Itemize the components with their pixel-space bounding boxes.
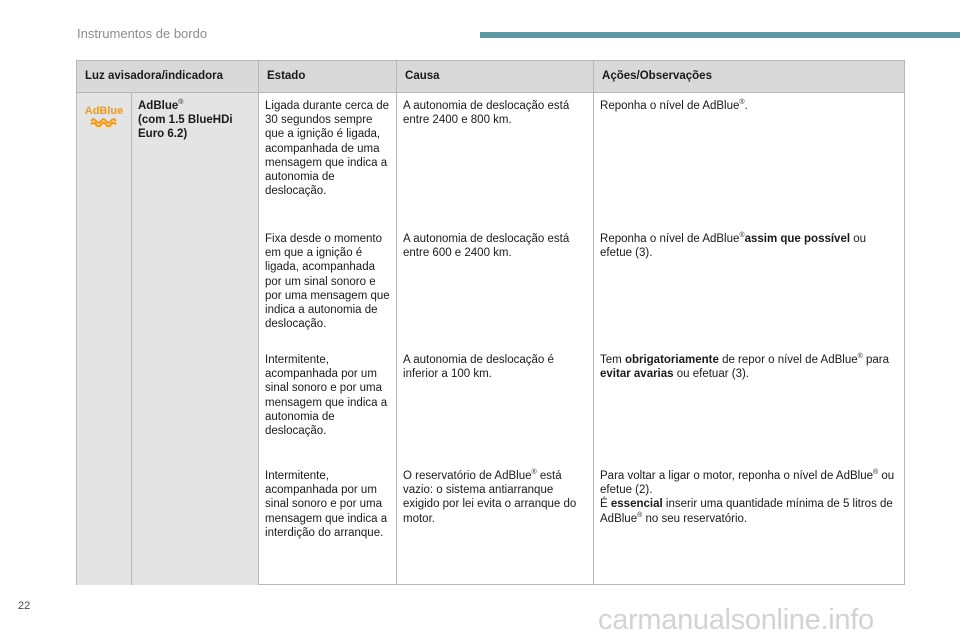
- column-header-acoes: Ações/Observações: [594, 61, 905, 93]
- section-title: Instrumentos de bordo: [77, 26, 208, 41]
- causa-cell: A autonomia de deslocação é inferior a 100 km.: [397, 347, 594, 463]
- causa-cell: A autonomia de deslocação está entre 600 e 2400 km.: [397, 226, 594, 347]
- estado-cell: Intermitente, acompanhada por um sinal sonoro e por uma mensagem que indica a autonomia de deslocação.: [259, 347, 397, 463]
- reg-mark: ®: [178, 99, 184, 107]
- watermark: carmanualsonline.info: [598, 604, 874, 636]
- lamp-name: AdBlue: [138, 100, 179, 112]
- warning-lamp-table: [76, 60, 905, 585]
- acao-cell: Reponha o nível de AdBlue®.: [594, 93, 905, 227]
- acao-cell: Reponha o nível de AdBlue®assim que possível ou efetue (3).: [594, 226, 905, 347]
- lamp-name-cell: [132, 93, 259, 585]
- column-header-lamp: Luz avisadora/indicadora: [77, 61, 259, 93]
- causa-cell: O reservatório de AdBlue® está vazio: o sistema antiarranque exigido por lei evita o arranque do motor.: [397, 463, 594, 585]
- adblue-icon-label: AdBlue: [84, 105, 124, 117]
- page-number: 22: [18, 600, 31, 612]
- acao-cell: Tem obrigatoriamente de repor o nível de AdBlue® para evitar avarias ou efetuar (3).: [594, 347, 905, 463]
- estado-cell: Intermitente, acompanhada por um sinal sonoro e por uma mensagem que indica a interdição do arranque.: [259, 463, 397, 585]
- lamp-icon-cell: [77, 93, 132, 585]
- estado-cell: Ligada durante cerca de 30 segundos sempre que a ignição é ligada, acompanhada de uma mensagem que indica a autonomia de deslocação.: [259, 93, 397, 227]
- section-accent-bar: [480, 32, 960, 38]
- estado-cell: Fixa desde o momento em que a ignição é ligada, acompanhada por um sinal sonoro e por uma mensagem que indica a autonomia de deslocação.: [259, 226, 397, 347]
- adblue-warning-icon: [83, 103, 125, 127]
- acao-cell: Para voltar a ligar o motor, reponha o nível de AdBlue® ou efetue (2). É essencial inserir uma quantidade mínima de 5 litros de AdBlue® no seu reservatório.: [594, 463, 905, 585]
- lamp-variant: (com 1.5 BlueHDi Euro 6.2): [138, 114, 233, 141]
- causa-cell: A autonomia de deslocação está entre 2400 e 800 km.: [397, 93, 594, 227]
- table-header-row: [77, 61, 905, 93]
- column-header-causa: Causa: [397, 61, 594, 93]
- column-header-estado: Estado: [259, 61, 397, 93]
- table-row: [77, 93, 905, 227]
